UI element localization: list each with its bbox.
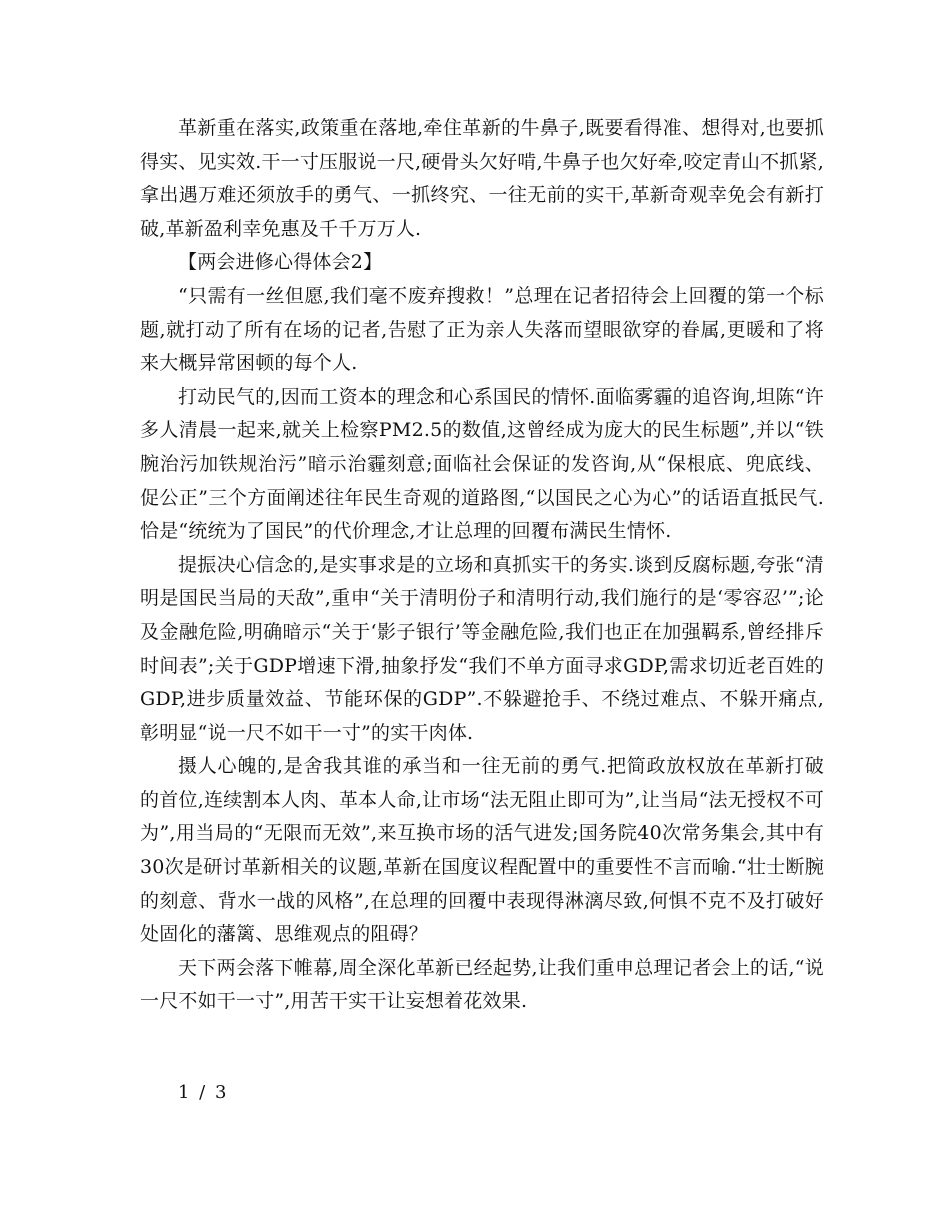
paragraph-courage: 摄人心魄的,是舍我其谁的承当和一往无前的勇气.把简政放权放在革新打破的首位,连续割本人肉、革本人命,让市场“法无阻止即可为”,让当局“法无授权不可为”,用当局的“无限而无效”,来互换市场的活气进发;国务院40次常务集会,其中有30次是研讨革新相关的议题,革新在国度议程配置中的重要性不言而喻.“壮士断腕的刻意、背水一战的风格”,在总理的回覆中表现得淋漓尽致,何惧不克不及打破好处固化的藩篱、思维观点的阻碍？ [140,755,824,946]
paragraph-people-sentiment: 打动民气的,因而工资本的理念和心系国民的情怀.面临雾霾的追咨询,坦陈“许多人清晨一起来,就关上检察PM2.5的数值,这曾经成为庞大的民生标题”,并以“铁腕治污加铁规治污”暗示治霾刻意;面临社会保证的发咨询,从“保根底、兜底线、促公正”三个方面阐述往年民生奇观的道路图,“以国民之心为心”的话语直抵民气.恰是“统统为了国民”的代价理念,才让总理的回覆布满民生情怀. [140,385,824,543]
page-number: 1 / 3 [178,1082,229,1103]
section-heading: 【两会进修心得体会2】 [178,251,383,274]
paragraph-pragmatism: 提振决心信念的,是实事求是的立场和真抓实干的务实.谈到反腐标题,夸张“清明是国民当局的天敌”,重申“关于清明份子和清明行动,我们施行的是‘零容忍’”;论及金融危险,明确暗示“关于‘影子银行’等金融危险,我们也正在加强羁系,曾经排斥时间表”;关于GDP增速下滑,抽象抒发“我们不单方面寻求GDP,需求切近老百姓的GDP,进步质量效益、节能环保的GDP”.不躲避抢手、不绕过难点、不躲开痛点,彰明显“说一尺不如干一寸”的实干肉体. [140,553,824,744]
paragraph-reform-implementation: 革新重在落实,政策重在落地,牵住革新的牛鼻子,既要看得准、想得对,也要抓得实、见实效.干一寸压服说一尺,硬骨头欠好啃,牛鼻子也欠好牵,咬定青山不抓紧,拿出遇万难还须放手的勇气、一抓终究、一往无前的实干,革新奇观幸免会有新打破,革新盈利幸免惠及千千万万人. [140,117,824,240]
document-body [140,112,824,1019]
paragraph-conclusion: 天下两会落下帷幕,周全深化革新已经起势,让我们重申总理记者会上的话,“说一尺不如干一寸”,用苦干实干让妄想着花效果. [140,956,824,1013]
paragraph-search-rescue: “只需有一丝但愿,我们毫不废弃搜救！”总理在记者招待会上回覆的第一个标题,就打动了所有在场的记者,告慰了正为亲人失落而望眼欲穿的眷属,更暖和了将来大概异常困顿的每个人. [140,284,824,375]
